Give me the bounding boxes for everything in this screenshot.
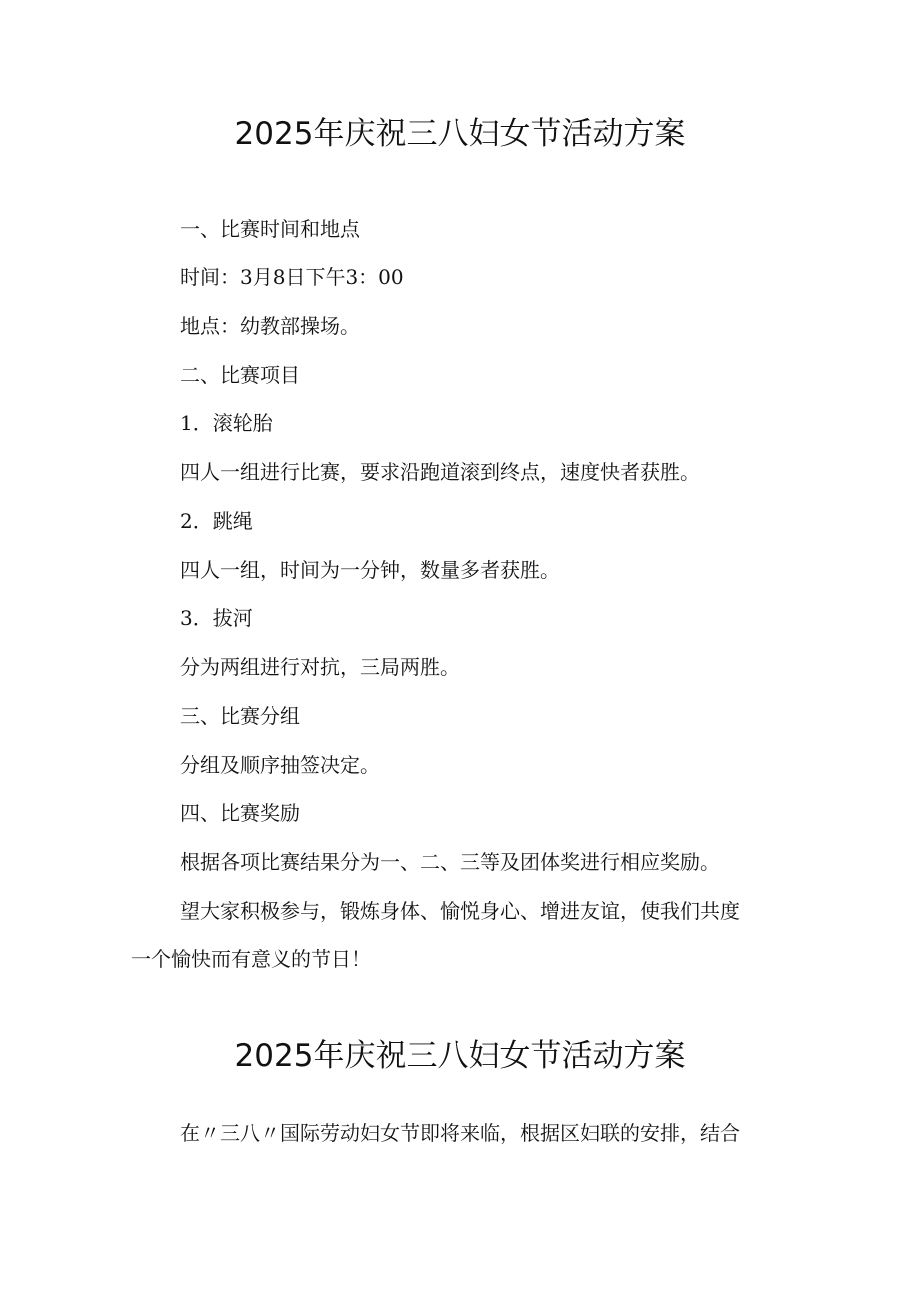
- paragraph: 望大家积极参与，锻炼身体、愉悦身心、增进友谊，使我们共度: [180, 899, 740, 923]
- paragraph: 四人一组，时间为一分钟，数量多者获胜。: [180, 558, 560, 582]
- list-item-heading: 2．跳绳: [180, 509, 253, 533]
- section-heading: 二、比赛项目: [180, 363, 300, 387]
- paragraph: 根据各项比赛结果分为一、二、三等及团体奖进行相应奖励。: [180, 850, 720, 874]
- document-title: 2025年庆祝三八妇女节活动方案: [234, 116, 686, 152]
- paragraph-continuation: 一个愉快而有意义的节日！: [131, 947, 371, 971]
- paragraph: 时间：3月8日下午3：00: [180, 265, 404, 289]
- paragraph: 地点：幼教部操场。: [180, 314, 360, 338]
- paragraph: 分为两组进行对抗，三局两胜。: [180, 655, 460, 679]
- section-heading: 三、比赛分组: [180, 704, 300, 728]
- paragraph: 四人一组进行比赛，要求沿跑道滚到终点，速度快者获胜。: [180, 460, 700, 484]
- list-item-heading: 3．拔河: [180, 606, 253, 630]
- document-title-2: 2025年庆祝三八妇女节活动方案: [234, 1038, 686, 1074]
- paragraph: 在〃三八〃国际劳动妇女节即将来临，根据区妇联的安排，结合: [180, 1121, 740, 1145]
- paragraph: 分组及顺序抽签决定。: [180, 753, 380, 777]
- section-heading: 四、比赛奖励: [180, 801, 300, 825]
- section-heading: 一、比赛时间和地点: [180, 217, 360, 241]
- list-item-heading: 1．滚轮胎: [180, 411, 273, 435]
